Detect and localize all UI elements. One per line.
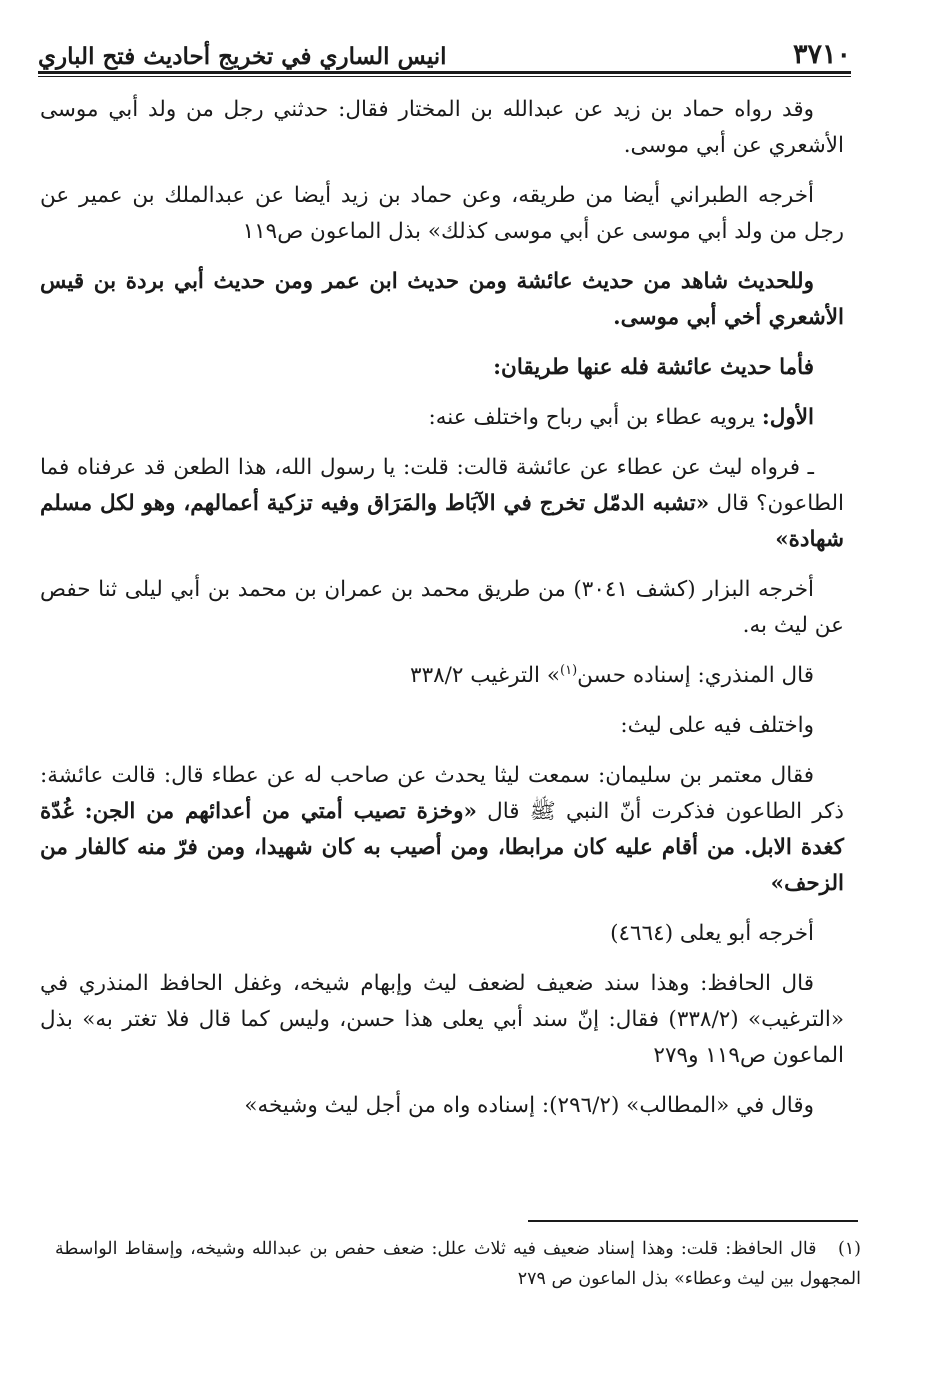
- paragraph-10-narration: فقال معتمر بن سليمان: سمعت ليثا يحدث عن صاحب له عن عطاء قال: قالت عائشة: ذكر الطاعون فذكرت أنّ النبي ﷺ قال: [40, 763, 844, 824]
- paragraph-12: قال الحافظ: وهذا سند ضعيف لضعف ليث وإبهام شيخه، وغفل الحافظ المنذري في «الترغيب» (٣٣٨/٢) فقال: إنّ سند أبي يعلى هذا حسن، وليس كما قال فلا تغتر به» بذل الماعون ص١١٩ و٢٧٩: [40, 971, 845, 1068]
- paragraph-10: [40, 758, 844, 902]
- paragraph-8-before: قال المنذري: إسناده حسن: [577, 663, 814, 688]
- paragraph-4: فأما حديث عائشة فله عنها طريقان:: [493, 355, 814, 380]
- paragraph-10-hadith: «وخزة تصيب أمتي من أعدائهم من الجن: غُدّة كغدة الابل. من أقام عليه كان مرابطا، ومن أصيب به كان شهيدا، ومن فرّ منه كالفار من الزحف»: [40, 799, 844, 896]
- page-number: ٣٧١٠: [792, 39, 851, 70]
- paragraph-6: [40, 450, 844, 558]
- paragraph-11: أخرجه أبو يعلى (٤٦٦٤): [610, 921, 814, 946]
- footnote-1: [55, 1234, 861, 1294]
- paragraph-8-after: » الترغيب ٣٣٨/٢: [410, 663, 561, 688]
- footnotes: [55, 1234, 861, 1294]
- paragraph-6-hadith: «تشبه الدمّل تخرج في الآبَاط والمَرَاق وفيه تزكية أعمالهم، وهو لكل مسلم شهادة»: [40, 491, 844, 552]
- paragraph-8: [40, 658, 844, 694]
- footnote-rule: [528, 1220, 858, 1222]
- paragraph-5: [40, 400, 844, 436]
- running-title: انيس الساري في تخريج أحاديث فتح الباري: [38, 43, 447, 70]
- paragraph-13: وقال في «المطالب» (٢٩٦/٢): إسناده واه من أجل ليث وشيخه»: [244, 1093, 814, 1118]
- paragraph-6-narration: ـ فرواه ليث عن عطاء عن عائشة قالت: قلت: يا رسول الله، هذا الطعن قد عرفناه فما الطاعون؟ قال: [40, 455, 844, 516]
- paragraph-1: وقد رواه حماد بن زيد عن عبدالله بن المختار فقال: حدثني رجل من ولد أبي موسى الأشعري عن أبي موسى.: [40, 97, 844, 158]
- first-label: الأول:: [761, 405, 814, 430]
- header-rule: [38, 71, 851, 77]
- footnote-1-mark: (١): [837, 1239, 861, 1259]
- paragraph-3: وللحديث شاهد من حديث عائشة ومن حديث ابن عمر ومن حديث أبي بردة بن قيس الأشعري أخي أبي موسى.: [40, 269, 844, 330]
- page-header: [38, 30, 851, 70]
- paragraph-2: أخرجه الطبراني أيضا من طريقه، وعن حماد بن زيد أيضا عن عبدالملك بن عمير عن رجل من ولد أبي موسى عن أبي موسى كذلك» بذل الماعون ص١١٩: [40, 183, 844, 244]
- first-text: يرويه عطاء بن أبي رباح واختلف عنه:: [428, 405, 762, 430]
- footnote-reference: (١): [560, 662, 578, 678]
- paragraph-9: واختلف فيه على ليث:: [620, 713, 814, 738]
- footnote-1-text: قال الحافظ: قلت: وهذا إسناد ضعيف فيه ثلاث علل: ضعف حفص بن عبدالله وشيخه، وإسقاط الواسطة المجهول بين ليث وعطاء» بذل الماعون ص ٢٧٩: [55, 1239, 861, 1289]
- paragraph-7: أخرجه البزار (كشف ٣٠٤١) من طريق محمد بن عمران بن محمد بن أبي ليلى ثنا حفص عن ليث به.: [40, 577, 844, 638]
- main-text: [40, 92, 844, 1138]
